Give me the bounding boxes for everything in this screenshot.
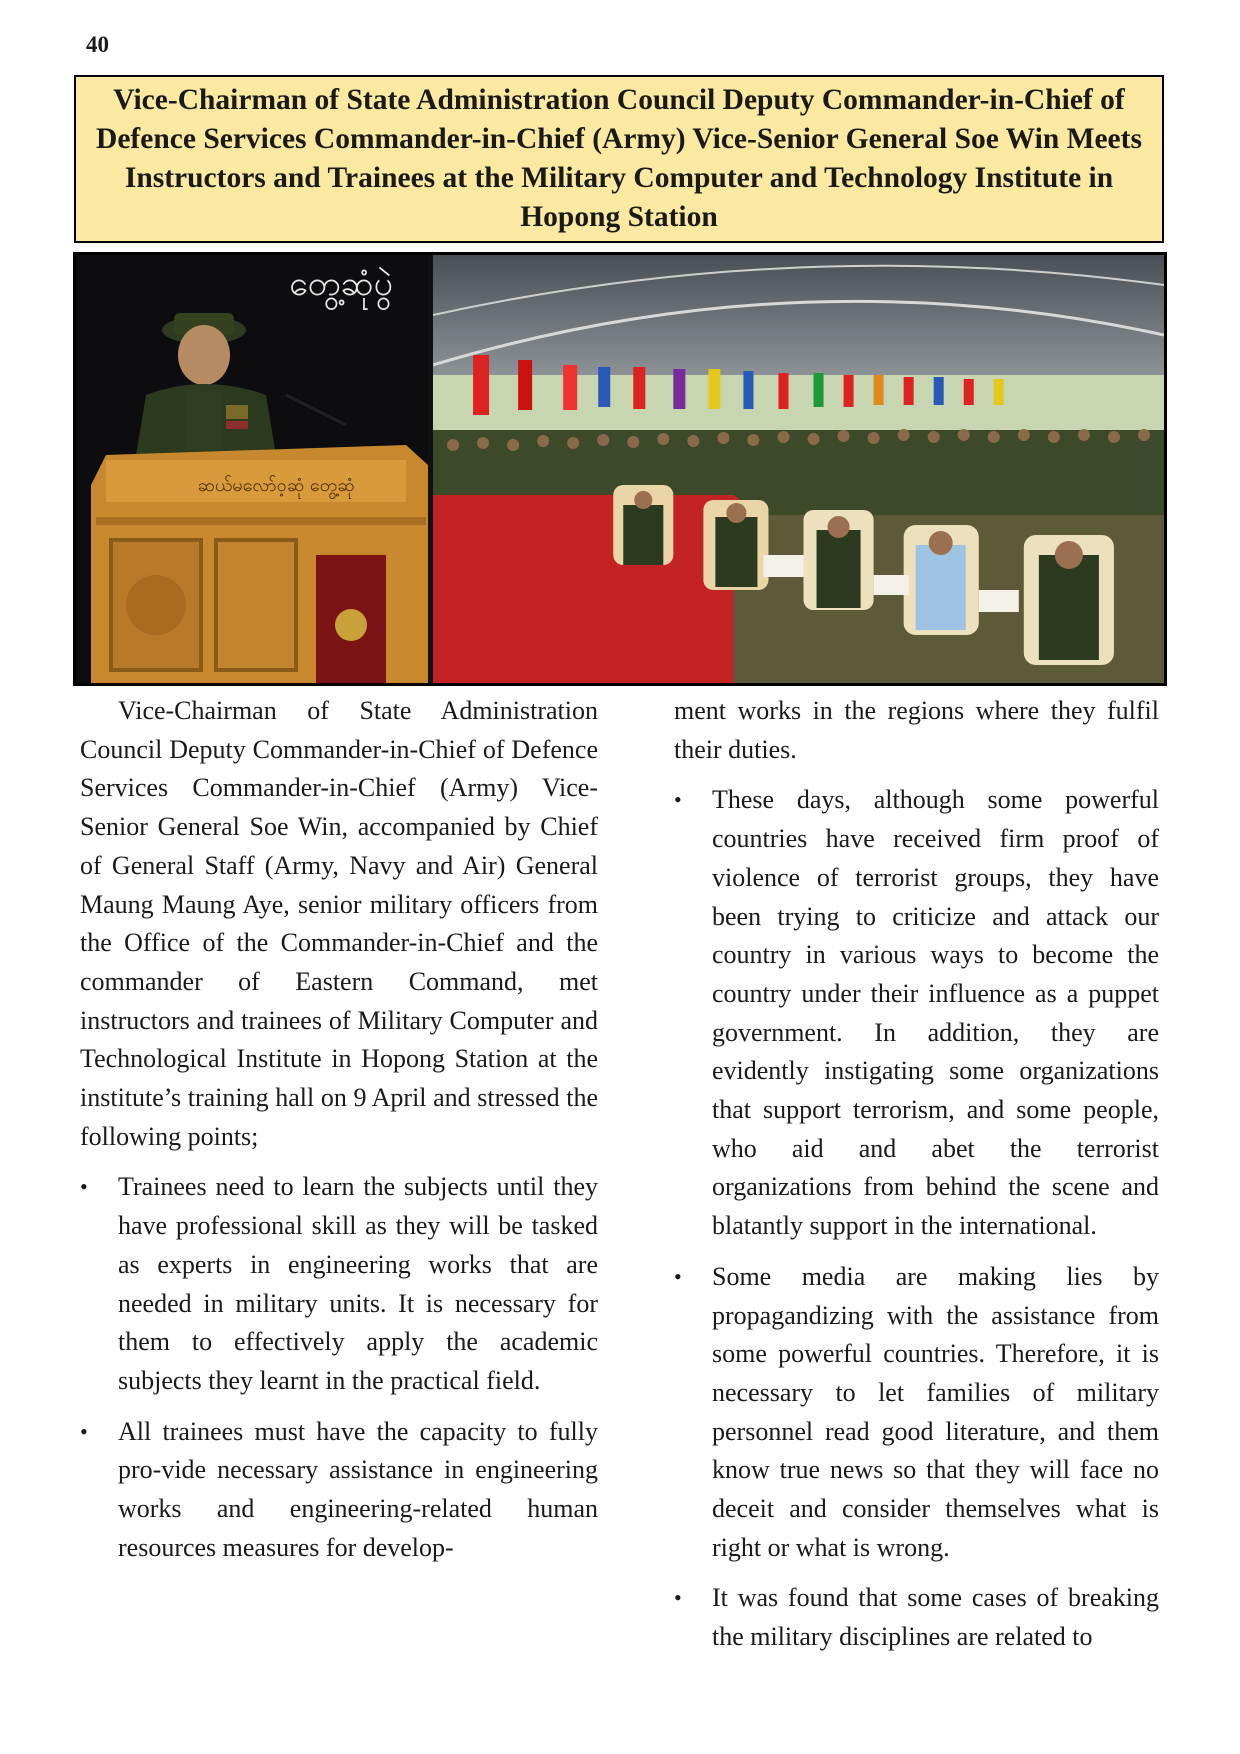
audience-photo xyxy=(433,255,1164,683)
audience-photo-illustration xyxy=(433,255,1164,683)
signage-text: တွေ့ဆုံပွဲ xyxy=(289,264,393,304)
photo-frame xyxy=(73,252,1167,686)
left-column xyxy=(80,692,598,1567)
bullet-item xyxy=(674,781,1159,1245)
bullet-text: Some media are making lies by propagandizing with the assistance from some powerful countries. Therefore, it is necessary to let families of military personnel read good literature, and them know true news so that they will face no deceit and consider themselves what is right or what is wrong. xyxy=(712,1261,1159,1562)
bullet-text: These days, although some powerful countries have received firm proof of violence of terrorist groups, they have been trying to criticize and attack our country in various ways to become the country under their influence as a puppet government. In addition, they are evidently instigating some organizations that support terrorism, and some people, who aid and abet the terrorist organizations from behind the scene and blatantly support in the international. xyxy=(712,785,1159,1241)
bullet-item xyxy=(80,1168,598,1400)
bullet-item xyxy=(80,1413,598,1568)
bullet-icon: • xyxy=(674,1585,682,1611)
right-column xyxy=(674,692,1159,1657)
bullet-text: Trainees need to learn the subjects until they have professional skill as they will be tasked as experts in engineering works that are needed in military units. It is necessary for them to effectively apply the academic subjects they learnt in the practical field. xyxy=(118,1172,598,1395)
bullet-item xyxy=(674,1579,1159,1656)
bullet-item xyxy=(674,1258,1159,1568)
headline: Vice-Chairman of State Administration Council Deputy Commander-in-Chief of Defence Services Commander-in-Chief (Army) Vice-Senior General Soe Win Meets Instructors and Trainees at the Military Computer and Technology Institute in Hopong Station xyxy=(96,84,1142,233)
speaker-photo xyxy=(76,255,428,683)
bullet-text: All trainees must have the capacity to fully pro-vide necessary assistance in engineering works and engineering-related human resources measures for develop- xyxy=(118,1416,598,1562)
page-number: 40 xyxy=(86,32,109,57)
speaker-photo-illustration xyxy=(76,255,428,683)
bullet-icon: • xyxy=(80,1418,88,1444)
continued-paragraph xyxy=(674,692,1159,769)
bullet-icon: • xyxy=(80,1174,88,1200)
bullet-icon: • xyxy=(674,787,682,813)
bullet-text: It was found that some cases of breaking the military disciplines are related to xyxy=(712,1583,1159,1652)
intro-paragraph: Vice-Chairman of State Administration Council Deputy Commander-in-Chief of Defence Services Commander-in-Chief (Army) Vice-Senior General Soe Win, accompanied by Chief of General Staff (Army, Navy and Air) General Maung Maung Aye, senior military officers from the Office of the Commander-in-Chief and the commander of Eastern Command, met instructors and trainees of Military Computer and Technological Institute in Hopong Station at the institute’s training hall on 9 April and stressed the following points; xyxy=(80,696,598,1151)
right-bullet-list xyxy=(674,781,1159,1656)
headline-box xyxy=(74,75,1164,243)
bullet-icon: • xyxy=(674,1263,682,1289)
continuation-text: ment works in the regions where they fulfil their duties. xyxy=(674,696,1159,764)
podium-inscription: ဆယ်မလော်ဝ့ဆုံ တွေ့ဆုံ xyxy=(197,475,355,496)
left-bullet-list xyxy=(80,1168,598,1567)
